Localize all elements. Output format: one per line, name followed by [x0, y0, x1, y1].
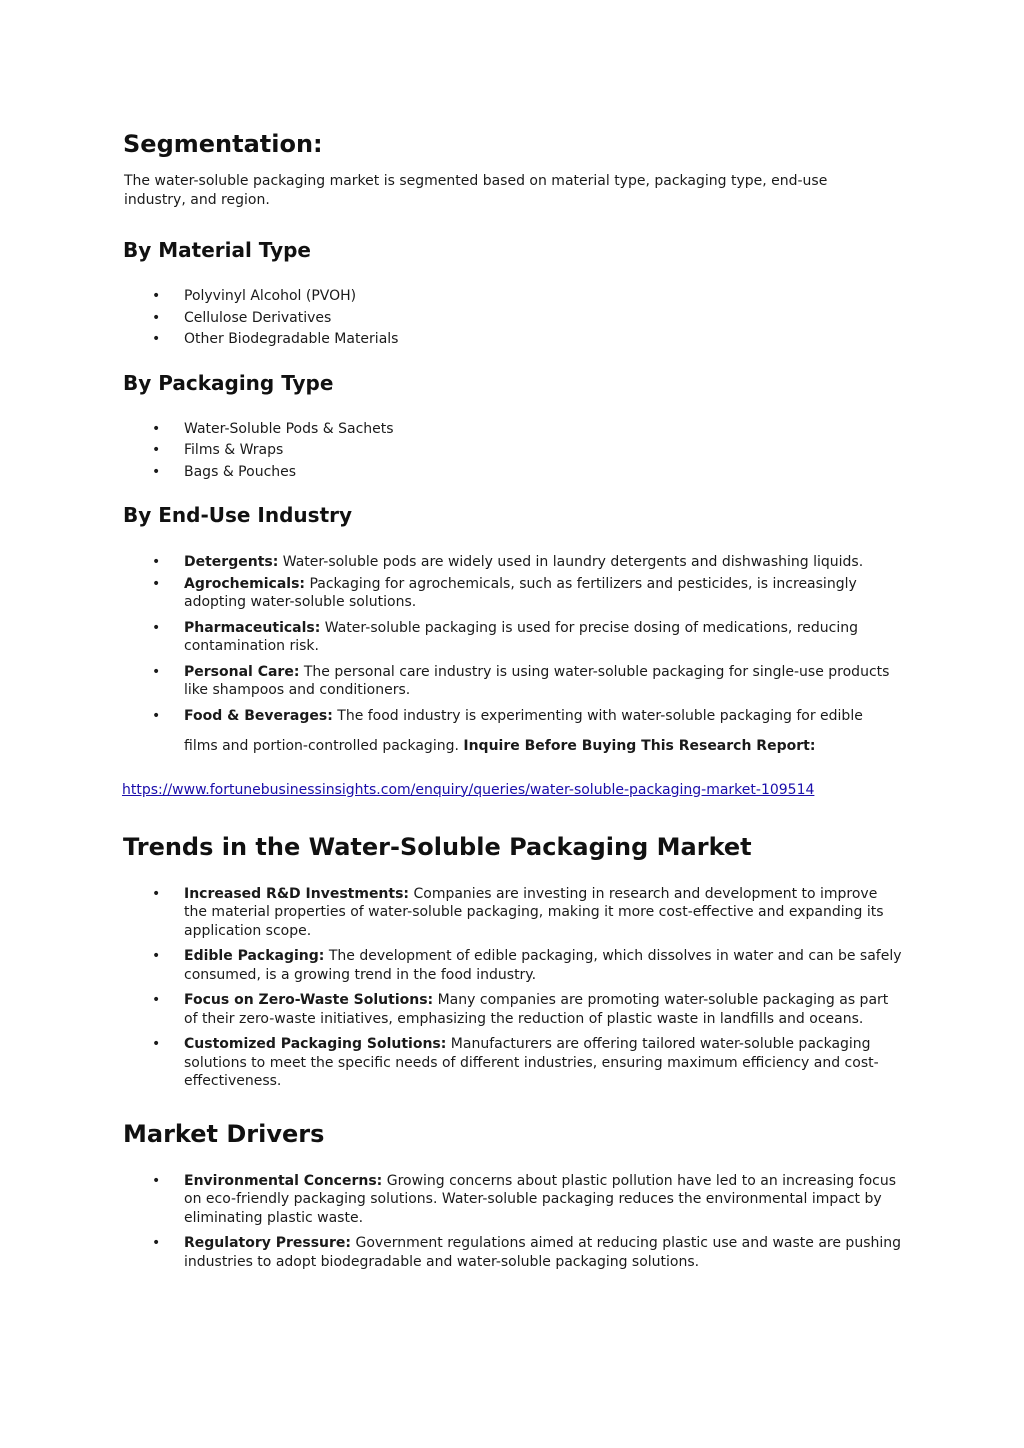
report-enquiry-link[interactable]: https://www.fortunebusinessinsights.com/enquiry/queries/water-soluble-packaging-market-109514 [122, 781, 815, 798]
item-label: Pharmaceuticals: [184, 619, 321, 636]
bullet-icon: • [152, 663, 161, 680]
list-item: • Environmental Concerns: Growing concerns about plastic pollution have led to an increasing focus on eco-friendly packaging solutions. Water-soluble packaging reduces the environmental impact by eliminating plastic waste. [152, 1172, 896, 1226]
list-item: • Focus on Zero-Waste Solutions: Many companies are promoting water-soluble packaging as part of their zero-waste initiatives, emphasizing the reduction of plastic waste in landfills and oceans. [152, 992, 889, 1027]
list-item: • Customized Packaging Solutions: Manufacturers are offering tailored water-soluble packaging solutions to meet the specific needs of different industries, ensuring maximum efficiency and cost-effectiveness. [152, 1036, 879, 1089]
bullet-icon: • [152, 288, 161, 304]
list-item: • Bags & Pouches [152, 463, 297, 480]
document-page [123, 128, 903, 1278]
list-item: • Polyvinyl Alcohol (PVOH) [152, 288, 357, 304]
bullet-icon: • [152, 1036, 161, 1052]
item-label: Environmental Concerns: [184, 1172, 383, 1189]
material-type-heading: By Material Type [123, 238, 311, 262]
list-item: • Pharmaceuticals: Water-soluble packaging is used for precise dosing of medications, reducing contamination risk. [152, 619, 859, 654]
trends-list [123, 885, 903, 1091]
item-label: Personal Care: [184, 663, 300, 680]
list-item: • Increased R&D Investments: Companies are investing in research and development to improve the material properties of water-soluble packaging, making it more cost-effective and expanding its application scope. [152, 885, 884, 939]
item-label: Detergents: [184, 554, 279, 570]
bullet-icon: • [152, 1172, 161, 1189]
bullet-icon: • [152, 554, 161, 570]
bullet-icon: • [152, 463, 161, 480]
list-item: • Personal Care: The personal care industry is using water-soluble packaging for single-use products like shampoos and conditioners. [152, 663, 890, 698]
bullet-icon: • [152, 619, 161, 636]
list-item: • Edible Packaging: The development of edible packaging, which dissolves in water and can be safely consumed, is a growing trend in the food industry. [152, 948, 902, 983]
item-label: Regulatory Pressure: [184, 1235, 352, 1251]
item-label: Increased R&D Investments: [184, 885, 410, 902]
item-label: Agrochemicals: [184, 575, 306, 592]
item-label: Customized Packaging Solutions: [184, 1036, 447, 1052]
bullet-icon: • [152, 442, 161, 458]
bullet-icon: • [152, 331, 161, 347]
bullet-icon: • [152, 575, 161, 592]
bullet-icon: • [152, 992, 161, 1008]
link-row [123, 779, 903, 800]
bullet-icon: • [152, 420, 161, 437]
list-item: • Films & Wraps [152, 442, 284, 458]
list-item: • Detergents: Water-soluble pods are widely used in laundry detergents and dishwashing liquids. [152, 554, 864, 570]
list-item: • Water-Soluble Pods & Sachets [152, 420, 394, 437]
item-label: Focus on Zero-Waste Solutions: [184, 992, 434, 1008]
list-item: • Agrochemicals: Packaging for agrochemicals, such as fertilizers and pesticides, is increasingly adopting water-soluble solutions. [152, 575, 857, 610]
list-item: • Regulatory Pressure: Government regulations aimed at reducing plastic use and waste are pushing industries to adopt biodegradable and water-soluble packaging solutions. [152, 1235, 902, 1270]
drivers-list [123, 1172, 903, 1272]
bullet-icon: • [152, 885, 161, 902]
segmentation-heading: Segmentation: [123, 130, 323, 158]
packaging-type-list [123, 420, 903, 482]
bullet-icon: • [152, 707, 161, 724]
segmentation-intro: The water-soluble packaging market is segmented based on material type, packaging type, end-use industry, and region. [124, 173, 828, 208]
list-item: • Food & Beverages: The food industry is experimenting with water-soluble packaging for edible films and portion-controlled packaging. Inquire Before Buying This Research Report: [123, 707, 903, 756]
bullet-icon: • [152, 1235, 161, 1251]
bullet-icon: • [152, 309, 161, 326]
end-use-heading: By End-Use Industry [123, 503, 353, 527]
item-label: Edible Packaging: [184, 948, 325, 964]
trends-heading: Trends in the Water-Soluble Packaging Market [123, 832, 752, 861]
list-item: • Cellulose Derivatives [152, 309, 332, 326]
end-use-list [123, 553, 903, 756]
bullet-icon: • [152, 948, 161, 964]
drivers-heading: Market Drivers [123, 1119, 325, 1148]
list-item: • Other Biodegradable Materials [152, 331, 399, 347]
material-type-list [123, 287, 903, 349]
continuation-line: films and portion-controlled packaging. Inquire Before Buying This Research Report: [184, 738, 816, 754]
inquire-label: Inquire Before Buying This Research Report: [463, 738, 816, 754]
item-label: Food & Beverages: [184, 707, 333, 724]
packaging-type-heading: By Packaging Type [123, 370, 334, 395]
